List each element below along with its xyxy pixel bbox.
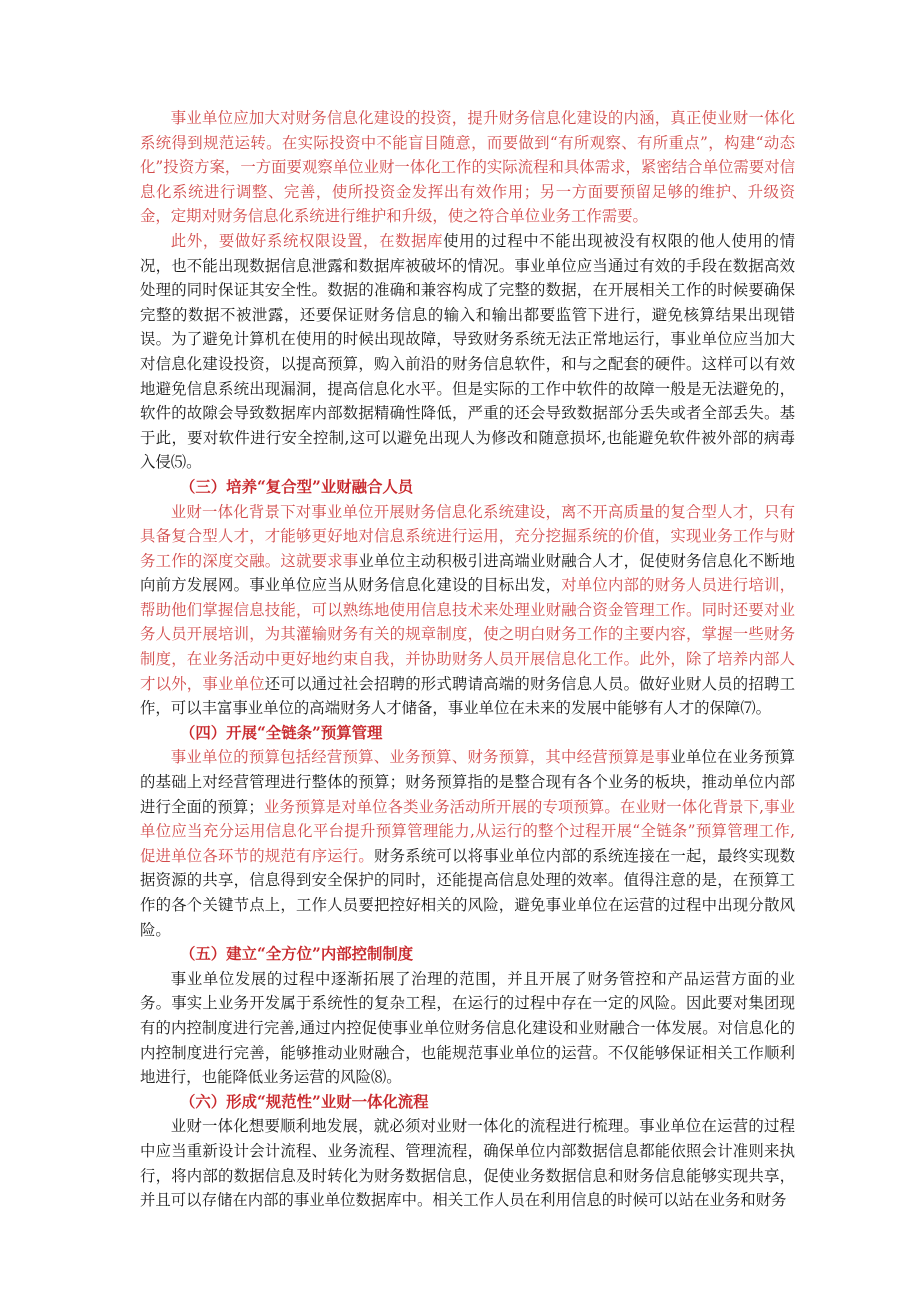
- document-body: [140, 106, 795, 1213]
- section-heading-6: （六）形成“规范性”业财一体化流程: [180, 1092, 429, 1111]
- text-run: 此外，要做好系统权限设置，在数据库: [170, 231, 444, 250]
- paragraph-process: [140, 1114, 795, 1212]
- section-heading-4: （四）开展“全链条”预算管理: [180, 723, 383, 742]
- text-run: 对单位内部的财务人员进行培训，帮助他们掌握信息技能，可以熟练地使用信息技术来处理业财融合资金管理工作。同时还要对业务人员开展培训，为其灌输财务有关的规章制度，使之明白财务工作的主要内容，掌握一些财务制度，在业务活动中更好地约束自我，并协助财务人员开展信息化工作。此外，除了培养内部人才以外，事业单位: [140, 576, 795, 693]
- paragraph-permissions: [140, 229, 795, 475]
- paragraph-internal-control: [140, 967, 795, 1090]
- paragraph-investment: [140, 106, 795, 229]
- text-run: 业单位在业务预算的基础上对经营管理进行整体的预算；财务预算指的是整合现有各个业务的板块，推动单位内部进行全面的预算；: [140, 748, 795, 816]
- section-heading-5: （五）建立“全方位”内部控制制度: [180, 945, 414, 964]
- text-run: 事业单位的预算包括经营预算、业务预算、财务预算，其中经营预算是事: [170, 748, 671, 767]
- text-run: 事业单位发展的过程中逐渐拓展了治理的范围，并且开展了财务管控和产品运营方面的业务。事实上业务开发属于系统性的复杂工程，在运行的过程中存在一定的风险。因此要对集团现有的内控制度进行完善,通过内控促使事业单位财务信息化建设和业财融合一体发展。对信息化的内控制度进行完善，能够推动业财融合，也能规范事业单位的运营。不仅能够保证相关工作顺利地进行，也能降低业务运营的风险⑻。: [140, 969, 795, 1087]
- text-run: 业财一体化背景下对事业单位开展财务信息化系统建设，离不开高质量的复合型人才，只有具备复合型人才，才能够更好地对信息系统进行运用，充分挖掘系统的价值，实现业务工作与财务工作的深度交融。这就要求事: [140, 502, 795, 570]
- text-run: 财务系统可以将事业单位内部的系统连接在一起，最终实现数据资源的共享，信息得到安全保护的同时，还能提高信息处理的效率。值得注意的是，在预算工作的各个关键节点上，工作人员要把控好相关的风险，避免事业单位在运营的过程中出现分散风险。: [140, 846, 795, 939]
- paragraph-budget: [140, 745, 795, 942]
- paragraph-talent: [140, 500, 795, 721]
- text-run: 事业单位应加大对财务信息化建设的投资，提升财务信息化建设的内涵，真正使业财一体化系统得到规范运转。在实际投资中不能盲目随意，而要做到“有所观察、有所重点”，构建“动态化”投资方案，一方面要观察单位业财一体化工作的实际流程和具体需求，紧密结合单位需要对信息化系统进行调整、完善，使所投资金发挥出有效作用；另一方面要预留足够的维护、升级资金，定期对财务信息化系统进行维护和升级，使之符合单位业务工作需要。: [140, 109, 795, 226]
- section-heading-3: （三）培养“复合型”业财融合人员: [180, 477, 414, 496]
- text-run: 业单位主动积极引进高端业财融合人才，促使财务信息化不断地向前方发展网。事业单位应当从财务信息化建设的目标出发，: [140, 551, 795, 595]
- text-run: 业财一体化想要顺利地发展，就必须对业财一体化的流程进行梳理。事业单位在运营的过程中应当重新设计会计流程、业务流程、管理流程，确保单位内部数据信息都能依照会计准则来执行，将内部的数据信息及时转化为财务数据信息，促使业务数据信息和财务信息能够实现共享，并且可以存储在内部的事业单位数据库中。相关工作人员在利用信息的时候可以站在业务和财务: [140, 1117, 795, 1210]
- text-run: 还可以通过社会招聘的形式聘请高端的财务信息人员。做好业财人员的招聘工作，可以丰富事业单位的高端财务人才储备，事业单位在未来的发展中能够有人才的保障⑺。: [140, 674, 795, 718]
- text-run: 使用的过程中不能出现被没有权限的他人使用的情况，也不能出现数据信息泄露和数据库被破坏的情况。事业单位应当通过有效的手段在数据高效处理的同时保证其安全性。数据的准确和兼容构成了完整的数据，在开展相关工作的时候要确保完整的数据不被泄露，还要保证财务信息的输入和输出都要监管下进行，避免核算结果出现错误。为了避免计算机在使用的时候出现故障，导致财务系统无法正常地运行，事业单位应当加大对信息化建设投资，以提高预算，购入前沿的财务信息软件，和与之配套的硬件。这样可以有效地避免信息系统出现漏洞，提高信息化水平。但是实际的工作中软件的故障一般是无法避免的，软件的故隙会导致数据库内部数据精确性降低，严重的还会导致数据部分丢失或者全部丢失。基于此，要对软件进行安全控制,这可以避免出现人为修改和随意损坏,也能避免软件被外部的病毒入侵⑸。: [140, 231, 795, 472]
- text-run: 业务预算是对单位各类业务活动所开展的专项预算。在业财一体化背景下,事业单位应当充分运用信息化平台提升预算管理能力,从运行的整个过程开展“全链条”预算管理工作,促进单位各环节的规范有序运行。: [140, 797, 795, 865]
